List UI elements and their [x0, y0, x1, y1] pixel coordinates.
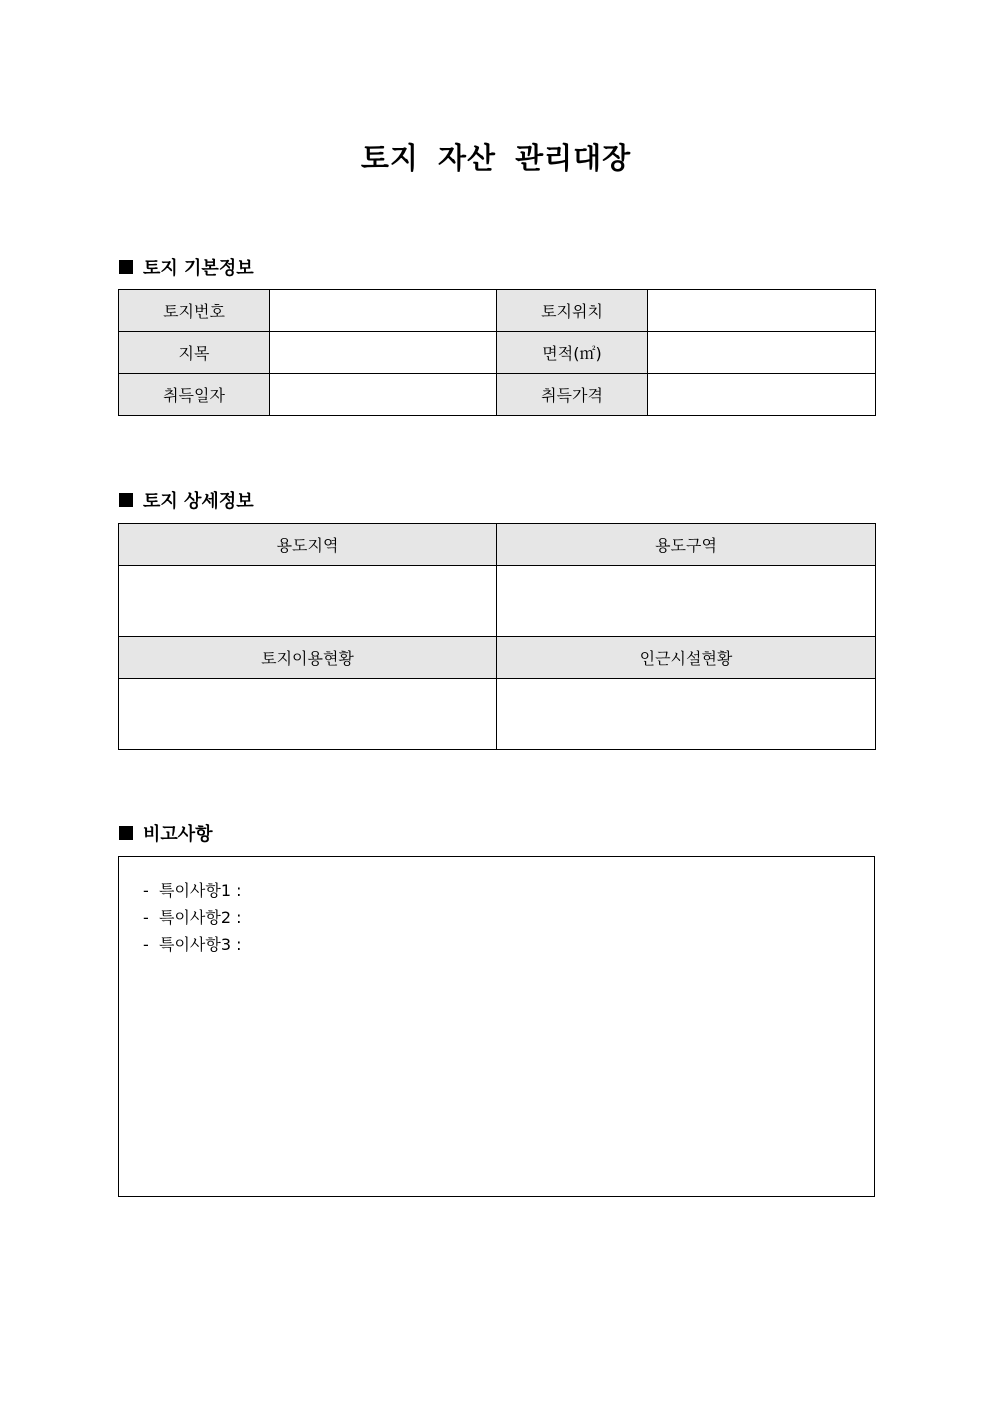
table-row: [119, 374, 876, 416]
zoning-zone-field[interactable]: [497, 566, 876, 637]
table-row: [119, 290, 876, 332]
remark-item-label: 특이사항2 :: [159, 908, 242, 927]
table-row: [119, 679, 876, 750]
dash-bullet: -: [143, 908, 149, 927]
land-category-field[interactable]: [270, 332, 497, 374]
table-row: [119, 637, 876, 679]
land-use-status-field[interactable]: [119, 679, 497, 750]
remark-item-label: 특이사항3 :: [159, 935, 242, 954]
list-item: [143, 931, 874, 958]
section-heading-detail: [119, 487, 254, 513]
table-row: [119, 332, 876, 374]
list-item: [143, 877, 874, 904]
acquisition-date-label: 취득일자: [119, 374, 270, 416]
square-bullet-icon: [119, 260, 133, 274]
zoning-district-label: 용도지역: [119, 524, 497, 566]
remark-item-label: 특이사항1 :: [159, 881, 242, 900]
document-title: 토지 자산 관리대장: [360, 141, 632, 175]
acquisition-price-label: 취득가격: [497, 374, 648, 416]
section-heading-remarks: [119, 820, 213, 846]
section-heading-label: 토지 기본정보: [143, 258, 254, 279]
remarks-list: [119, 857, 874, 958]
list-item: [143, 904, 874, 931]
land-location-label: 토지위치: [497, 290, 648, 332]
land-number-label: 토지번호: [119, 290, 270, 332]
zoning-district-field[interactable]: [119, 566, 497, 637]
nearby-facilities-label: 인근시설현황: [497, 637, 876, 679]
section-heading-label: 비고사항: [143, 824, 213, 845]
land-location-field[interactable]: [648, 290, 876, 332]
acquisition-date-field[interactable]: [270, 374, 497, 416]
section-heading-basic: [119, 254, 254, 280]
table-row: [119, 566, 876, 637]
land-use-status-label: 토지이용현황: [119, 637, 497, 679]
table-row: [119, 524, 876, 566]
land-number-field[interactable]: [270, 290, 497, 332]
dash-bullet: -: [143, 881, 149, 900]
area-field[interactable]: [648, 332, 876, 374]
zoning-zone-label: 용도구역: [497, 524, 876, 566]
nearby-facilities-field[interactable]: [497, 679, 876, 750]
dash-bullet: -: [143, 935, 149, 954]
area-label: 면적(㎡): [497, 332, 648, 374]
acquisition-price-field[interactable]: [648, 374, 876, 416]
basic-info-table: [118, 289, 876, 416]
remarks-box[interactable]: [118, 856, 875, 1197]
detail-info-table: [118, 523, 876, 750]
land-category-label: 지목: [119, 332, 270, 374]
square-bullet-icon: [119, 493, 133, 507]
section-heading-label: 토지 상세정보: [143, 491, 254, 512]
square-bullet-icon: [119, 826, 133, 840]
